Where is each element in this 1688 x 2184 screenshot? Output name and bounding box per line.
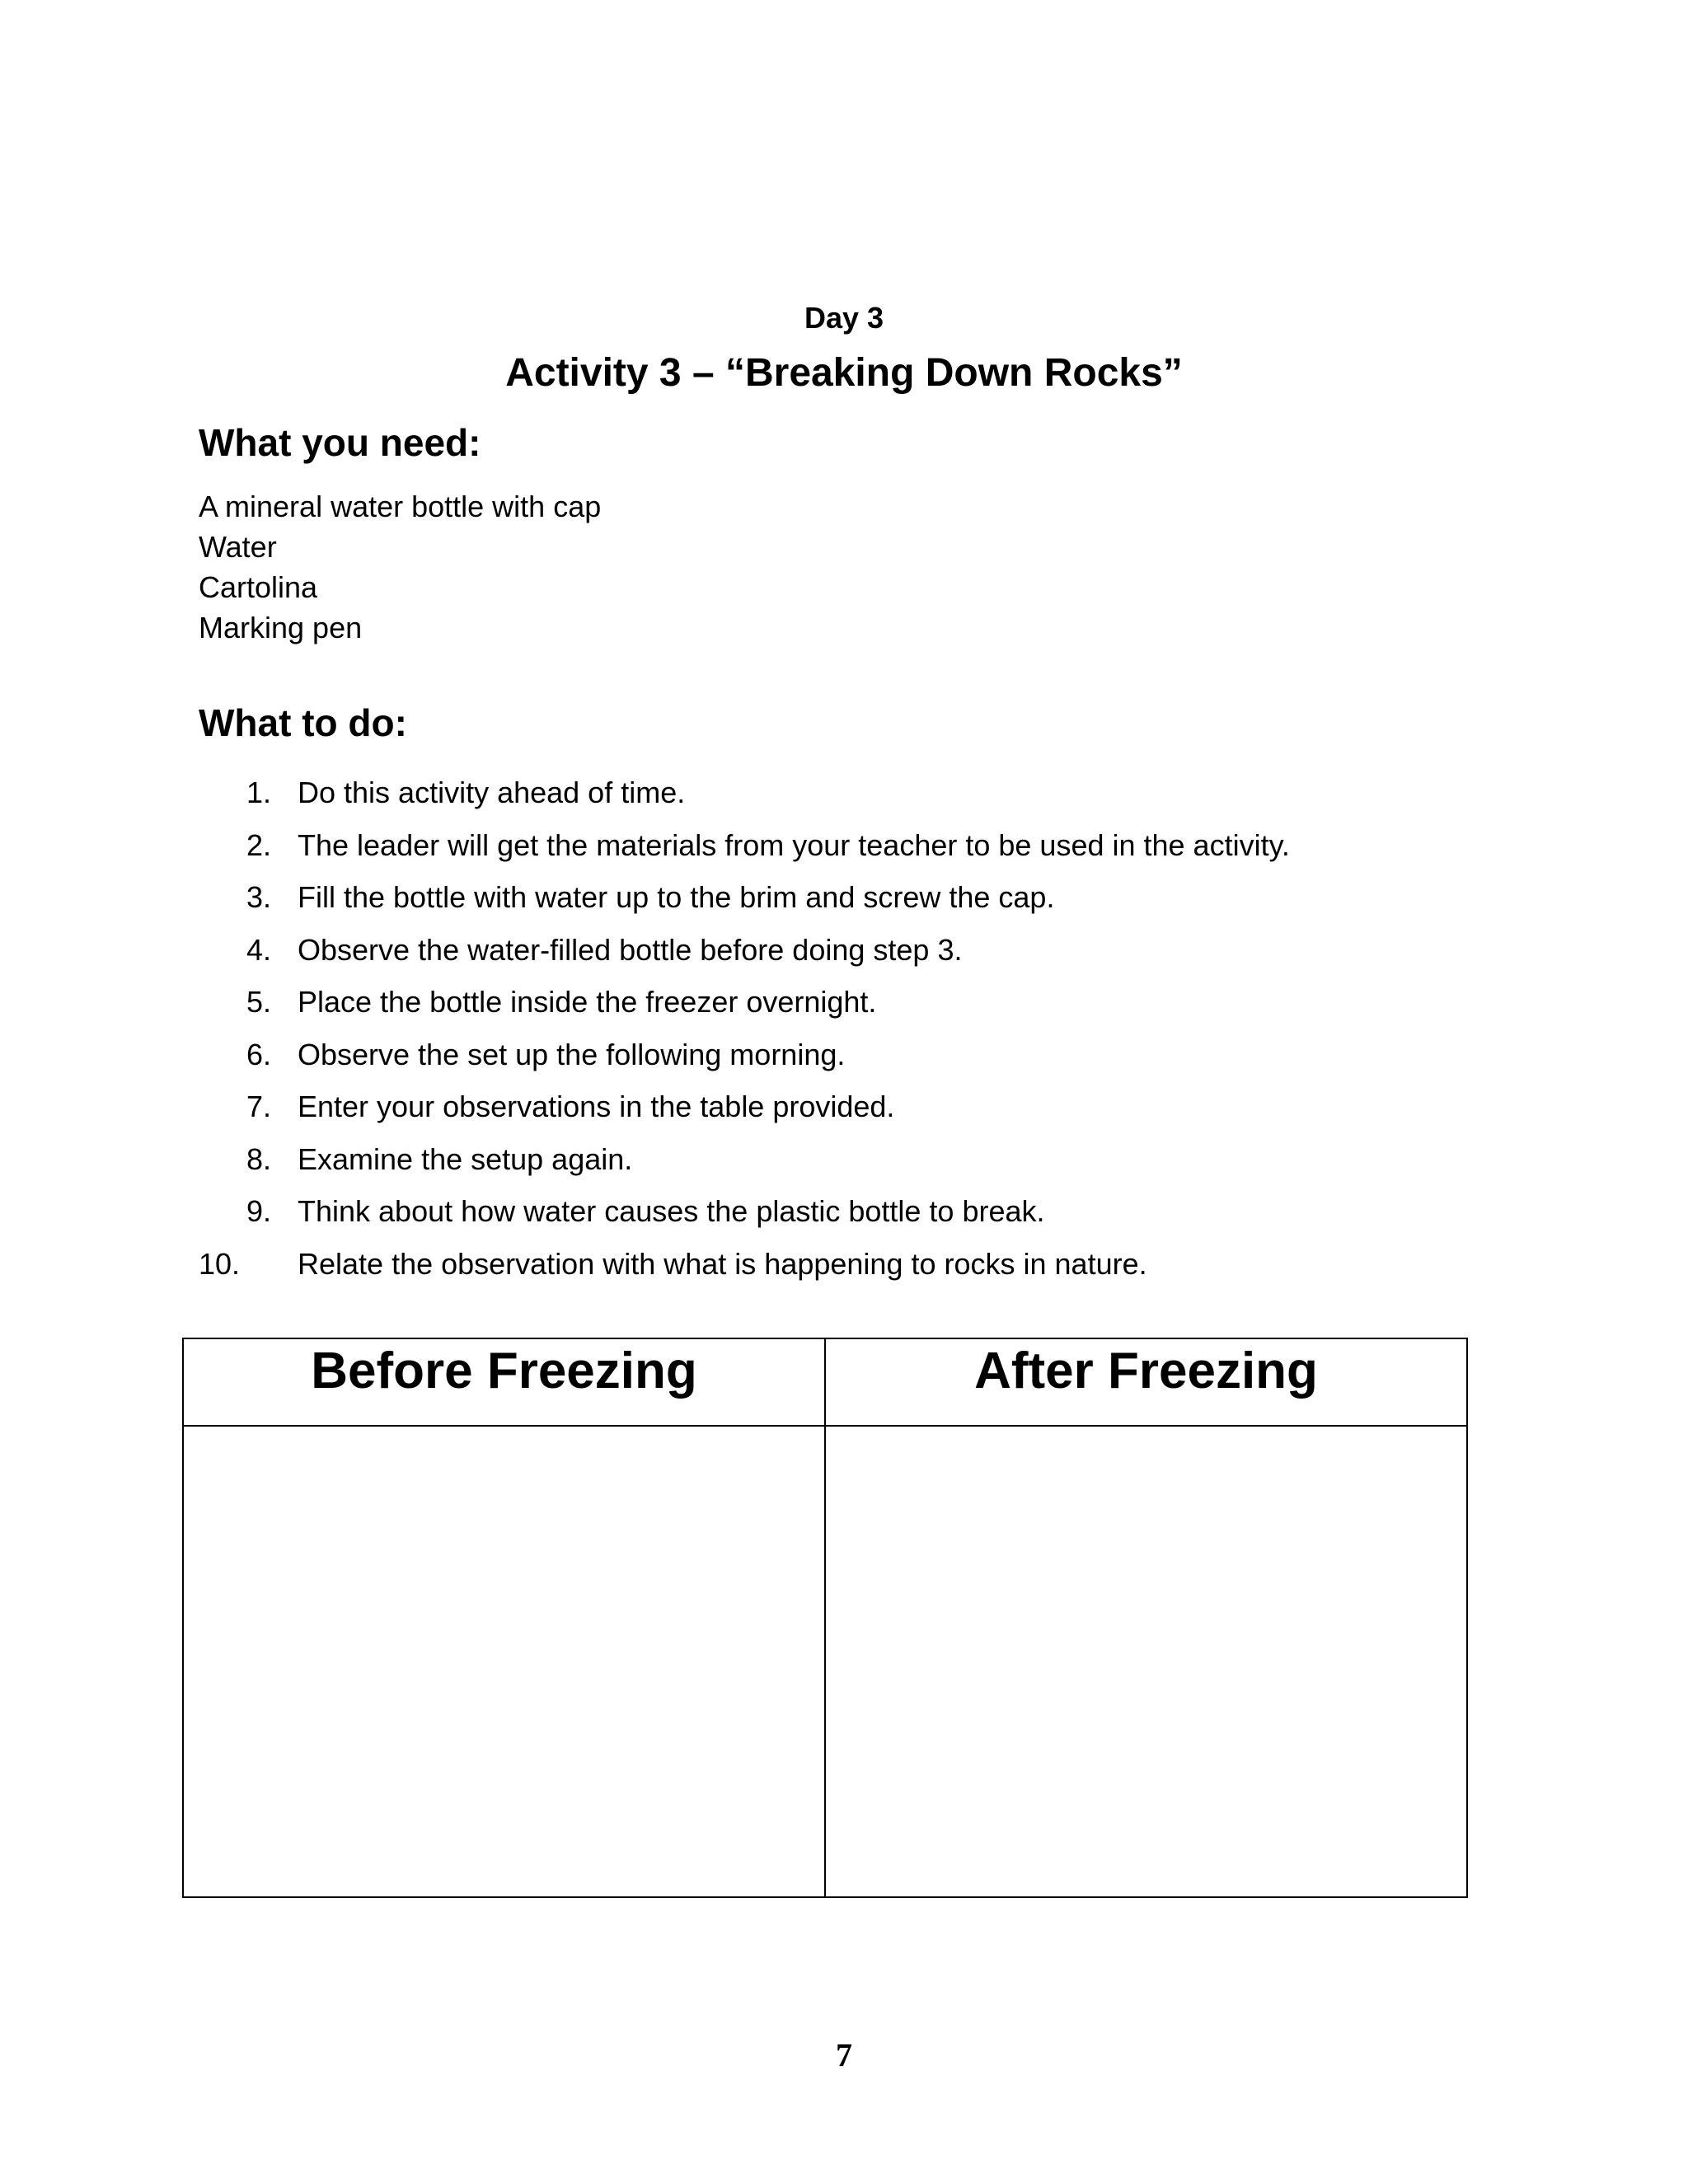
step-item	[199, 766, 1290, 819]
step-item	[199, 819, 1290, 872]
step-number: 1.	[246, 776, 272, 809]
after-freezing-header: After Freezing	[825, 1338, 1467, 1426]
step-text: Do this activity ahead of time.	[298, 776, 686, 809]
step-number: 10.	[199, 1246, 241, 1281]
step-text: Observe the water-filled bottle before doing step 3.	[298, 932, 963, 967]
step-item	[199, 976, 1290, 1029]
step-item	[199, 1185, 1290, 1238]
step-text: The leader will get the materials from your teacher to be used in the activity.	[298, 827, 1290, 862]
step-text: Think about how water causes the plastic bottle to break.	[298, 1194, 1045, 1228]
before-freezing-cell[interactable]	[183, 1426, 825, 1897]
step-item	[199, 871, 1290, 924]
observation-table	[182, 1338, 1468, 1898]
step-text: Fill the bottle with water up to the brim and screw the cap.	[298, 880, 1055, 914]
step-text: Place the bottle inside the freezer overnight.	[298, 985, 877, 1019]
material-item: Cartolina	[199, 570, 318, 604]
material-item: Water	[199, 530, 277, 564]
step-item	[199, 924, 1290, 977]
page-number: 7	[836, 2036, 852, 2074]
procedure-steps	[199, 766, 1290, 1290]
step-item	[199, 1133, 1290, 1186]
step-number: 7.	[246, 1090, 272, 1123]
step-text: Enter your observations in the table provided.	[298, 1090, 895, 1123]
step-text: Relate the observation with what is happening to rocks in nature.	[298, 1246, 1147, 1281]
before-freezing-header: Before Freezing	[183, 1338, 825, 1426]
materials-list	[199, 486, 601, 648]
step-text: Observe the set up the following morning.	[298, 1037, 846, 1071]
table-header-row	[183, 1338, 1467, 1426]
step-item	[199, 1080, 1290, 1133]
material-item: A mineral water bottle with cap	[199, 490, 602, 523]
step-number: 8.	[246, 1141, 272, 1176]
step-number: 2.	[246, 827, 272, 862]
table-row	[183, 1426, 1467, 1897]
step-text: Examine the setup again.	[298, 1141, 633, 1176]
materials-heading: What you need:	[199, 421, 481, 464]
step-number: 5.	[246, 985, 272, 1019]
procedure-heading: What to do:	[199, 701, 407, 744]
day-label: Day 3	[804, 301, 884, 335]
step-number: 3.	[246, 880, 272, 914]
step-number: 6.	[246, 1037, 272, 1071]
step-item	[199, 1238, 1290, 1291]
after-freezing-cell[interactable]	[825, 1426, 1467, 1897]
step-item	[199, 1029, 1290, 1081]
material-item: Marking pen	[199, 611, 363, 644]
step-number: 4.	[246, 932, 272, 967]
step-number: 9.	[246, 1194, 272, 1228]
activity-title: Activity 3 – “Breaking Down Rocks”	[505, 351, 1183, 395]
